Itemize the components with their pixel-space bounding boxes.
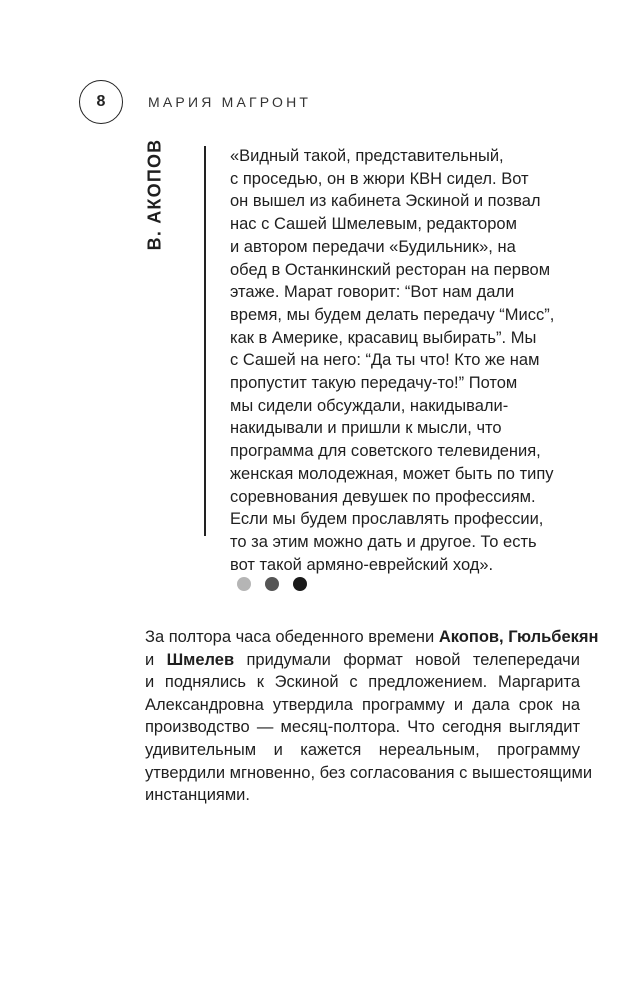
quote-line: соревнования девушек по профессиям. (230, 487, 536, 506)
quote-line: вот такой армяно-еврейский ход». (230, 555, 494, 574)
separator-dot-light (237, 577, 251, 591)
body-text-run: За полтора часа обеденного времени (145, 628, 439, 646)
name-separator: , (499, 628, 509, 646)
body-text-run: придумали формат новой телепередачи (234, 650, 580, 669)
quote-line: женская молодежная, может быть по типу (230, 464, 554, 483)
body-paragraph (145, 626, 599, 807)
running-title: МАРИЯ МАГРОНТ (148, 94, 312, 110)
quote-line: Если мы будем прославлять профессии, (230, 510, 544, 529)
quote-line: с Сашей на него: “Да ты что! Кто же нам (230, 351, 540, 370)
quote-rule (204, 146, 206, 536)
name-shmelev: Шмелев (166, 650, 235, 669)
quote-line: накидывали и пришли к мысли, что (230, 419, 502, 438)
quote-block (230, 145, 610, 576)
body-line (145, 649, 580, 672)
quote-line: с проседью, он в жюри КВН сидел. Вот (230, 169, 529, 188)
body-line: и поднялись к Эскиной с предложением. Маргарита (145, 673, 580, 692)
name-gyulbekyan: Гюльбекян (508, 628, 599, 646)
body-text-run: и (145, 650, 167, 669)
body-line: удивительным и кажется нереальным, программу (145, 740, 580, 759)
quote-line: пропустит такую передачу-то!” Потом (230, 374, 518, 393)
quote-line: время, мы будем делать передачу “Мисс”, (230, 305, 555, 324)
separator-dot-dark (293, 577, 307, 591)
body-line: утвердили мгновенно, без согласования с вышестоящими (145, 763, 593, 782)
quote-line: «Видный такой, представительный, (230, 147, 504, 165)
author-sidebar (138, 138, 172, 250)
body-line: Александровна утвердила программу и дала срок на (145, 695, 580, 714)
page-number (79, 80, 123, 124)
quote-line: как в Америке, красавиц выбирать”. Мы (230, 328, 537, 347)
page-number-text: 8 (96, 93, 106, 110)
body-line: производство — месяц-полтора. Что сегодня выглядит (145, 718, 580, 737)
quote-line: обед в Останкинский ресторан на первом (230, 260, 551, 279)
body-line: инстанциями. (145, 786, 250, 805)
quote-line: программа для советского телевидения, (230, 442, 541, 461)
quote-line: то за этим можно дать и другое. То есть (230, 532, 537, 551)
author-label: В. АКОПОВ (144, 138, 165, 250)
quote-line: и автором передачи «Будильник», на (230, 237, 516, 256)
name-akopov: Акопов (438, 628, 500, 646)
quote-line: он вышел из кабинета Эскиной и позвал (230, 192, 541, 211)
section-separator (237, 577, 307, 591)
quote-line: мы сидели обсуждали, накидывали- (230, 396, 509, 415)
quote-line: нас с Сашей Шмелевым, редактором (230, 215, 517, 234)
body-line (145, 626, 599, 649)
separator-dot-medium (265, 577, 279, 591)
quote-line: этаже. Марат говорит: “Вот нам дали (230, 283, 515, 302)
